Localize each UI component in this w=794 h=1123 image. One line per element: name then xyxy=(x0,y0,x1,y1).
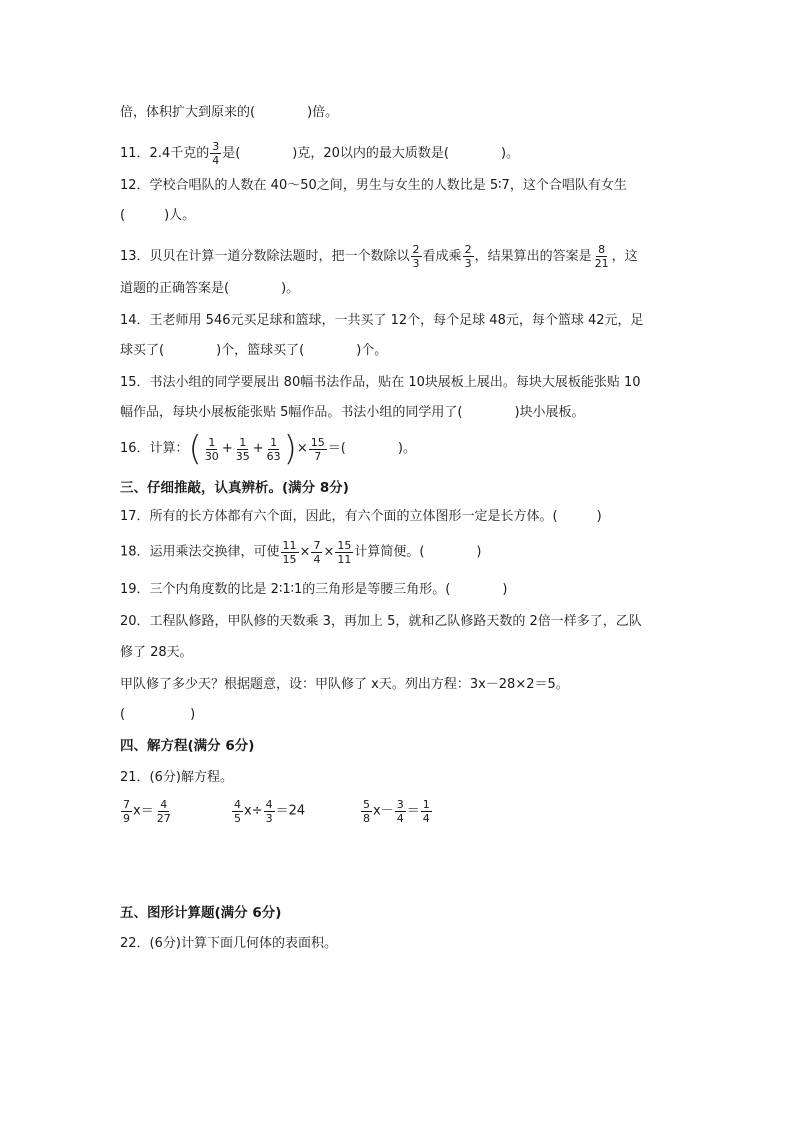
eq2-mid: x÷ xyxy=(244,803,263,819)
q16-label: 16．计算： xyxy=(120,441,189,456)
eq3-frac-2-num: 3 xyxy=(396,798,404,811)
eq3-frac-3-den: 4 xyxy=(422,812,430,825)
q16-plus-2: + xyxy=(252,441,264,456)
q20-text-3: 甲队修了多少天？根据题意，设：甲队修了 x天。列出方程：3x－28×2＝5。 xyxy=(120,677,569,692)
q13-frac-1-den: 3 xyxy=(412,257,420,270)
q16-line xyxy=(120,429,416,469)
q13-text-b: 看成乘 xyxy=(422,249,462,264)
eq1-frac-2-den: 27 xyxy=(156,812,171,825)
q11-line xyxy=(120,140,519,167)
q16-frac-1 xyxy=(203,436,221,463)
eq1-frac-2 xyxy=(155,798,173,825)
q18-line xyxy=(120,539,482,566)
q11-fraction xyxy=(210,140,221,167)
q10-line xyxy=(120,104,338,122)
eq1-frac-2-num: 4 xyxy=(160,798,168,811)
q15-line1 xyxy=(120,374,641,392)
q13-line2 xyxy=(120,280,299,298)
eq3-mid: x－ xyxy=(373,803,394,819)
q11-text-a: 11．2.4千克的 xyxy=(120,146,210,161)
q18-frac-2-num: 7 xyxy=(313,539,321,552)
eq2-frac-2 xyxy=(264,798,275,825)
section4-heading xyxy=(120,737,254,755)
section3-heading xyxy=(120,479,349,497)
q11-frac-den: 4 xyxy=(212,154,220,167)
q12-text-1: 12．学校合唱队的人数在 40～50之间，男生与女生的人数比是 5∶7，这个合唱队有女生 xyxy=(120,178,627,193)
q19-line xyxy=(120,581,507,599)
q18-frac-3-num: 15 xyxy=(337,539,352,552)
q10-text: 倍，体积扩大到原来的( )倍。 xyxy=(120,105,339,120)
q16-frac-4 xyxy=(309,436,327,463)
q16-frac-1-num: 1 xyxy=(208,435,216,449)
q16-frac-2-den: 35 xyxy=(235,449,250,463)
q13-frac-3 xyxy=(593,243,611,270)
q16-left-paren: ( xyxy=(188,429,202,469)
q15-text-2: 幅作品，每块小展板能张贴 5幅作品。书法小组的同学用了( )块小展板。 xyxy=(120,405,585,420)
q11-frac-num: 3 xyxy=(212,140,220,153)
q11-text-b: 是( )克，20以内的最大质数是( )。 xyxy=(222,146,520,161)
eq3-frac-3 xyxy=(421,798,432,825)
q18-text-b: 计算简便。( ) xyxy=(354,544,482,560)
eq3-frac-2-den: 4 xyxy=(396,812,404,825)
section3-title: 三、仔细推敲，认真辨析。(满分 8分) xyxy=(120,480,349,496)
q21-equation-3 xyxy=(360,798,433,825)
q20-answer-blank: ( ) xyxy=(120,707,196,722)
q16-frac-3-num: 1 xyxy=(270,435,278,449)
q14-line2 xyxy=(120,342,387,360)
eq1-frac-1 xyxy=(121,798,132,825)
q13-frac-1 xyxy=(411,243,422,270)
q18-frac-2-den: 4 xyxy=(313,553,321,566)
q16-frac-3-den: 63 xyxy=(266,449,281,463)
q15-line2 xyxy=(120,404,585,422)
q13-text-2: 道题的正确答案是( )。 xyxy=(120,281,300,296)
q13-frac-2 xyxy=(463,243,474,270)
q18-frac-1-den: 15 xyxy=(282,553,297,566)
q18-frac-3 xyxy=(335,539,353,566)
q16-tail: ＝( )。 xyxy=(327,441,416,456)
q21-equation-2 xyxy=(231,798,305,825)
q18-frac-2 xyxy=(311,539,322,566)
q20-line4 xyxy=(120,706,195,724)
section4-title: 四、解方程(满分 6分) xyxy=(120,738,255,754)
q20-text-2: 修了 28天。 xyxy=(120,645,193,660)
q21-line xyxy=(120,769,233,787)
eq2-frac-2-den: 3 xyxy=(265,812,273,825)
q14-text-1: 14．王老师用 546元买足球和篮球，一共买了 12个，每个足球 48元，每个篮球 42元，足 xyxy=(120,313,644,328)
q20-line3 xyxy=(120,676,569,694)
q16-frac-3 xyxy=(265,436,283,463)
q17-line xyxy=(120,508,602,526)
eq3-frac-1-den: 8 xyxy=(363,812,370,825)
eq3-frac-2 xyxy=(395,798,406,825)
q21-equation-1 xyxy=(120,798,174,825)
eq3-frac-1-num: 5 xyxy=(363,798,370,811)
q19-text: 19．三个内角度数的比是 2∶1∶1的三角形是等腰三角形。( ) xyxy=(120,582,508,597)
q16-plus-1: + xyxy=(221,441,233,456)
q20-line1 xyxy=(120,613,642,631)
q16-frac-4-den: 7 xyxy=(314,449,322,463)
eq2-frac-1-den: 5 xyxy=(234,812,241,825)
q18-frac-1-num: 11 xyxy=(282,539,297,552)
q13-text-a: 13．贝贝在计算一道分数除法题时，把一个数除以 xyxy=(120,249,410,264)
q13-text-c: ，结果算出的答案是 xyxy=(474,249,592,264)
q22-line xyxy=(120,935,337,953)
q20-text-1: 20．工程队修路，甲队修的天数乘 3，再加上 5，就和乙队修路天数的 2倍一样多了，乙队 xyxy=(120,614,642,629)
q16-right-paren: ) xyxy=(283,429,297,469)
q20-line2 xyxy=(120,644,193,662)
section5-heading xyxy=(120,904,281,922)
eq2-frac-1-num: 4 xyxy=(234,798,241,811)
q12-line2 xyxy=(120,207,195,225)
eq2-tail: ＝24 xyxy=(275,803,306,819)
q16-frac-2 xyxy=(234,436,252,463)
q13-frac-3-num: 8 xyxy=(598,243,606,256)
eq1-frac-1-den: 9 xyxy=(123,812,130,825)
q13-frac-2-den: 3 xyxy=(464,257,472,270)
q15-text-1: 15．书法小组的同学要展出 80幅书法作品，贴在 10块展板上展出。每块大展板能张贴 10 xyxy=(120,375,641,390)
q18-frac-3-den: 11 xyxy=(337,553,352,566)
section5-title: 五、图形计算题(满分 6分) xyxy=(120,905,282,921)
q18-text-a: 18．运用乘法交换律，可使 xyxy=(120,544,280,560)
q17-text: 17．所有的长方体都有六个面，因此，有六个面的立体图形一定是长方体。( ) xyxy=(120,509,602,524)
q18-times-2: × xyxy=(323,544,335,560)
q13-frac-2-num: 2 xyxy=(464,243,472,256)
q12-text-2: ( )人。 xyxy=(120,208,196,223)
q13-frac-1-num: 2 xyxy=(412,243,420,256)
q16-frac-4-num: 15 xyxy=(310,435,325,449)
eq3-equals: ＝ xyxy=(406,803,420,819)
q22-text: 22．(6分)计算下面几何体的表面积。 xyxy=(120,936,337,951)
q14-line1 xyxy=(120,312,644,330)
eq2-frac-2-num: 4 xyxy=(265,798,273,811)
q16-times: × xyxy=(296,441,308,456)
eq1-frac-1-num: 7 xyxy=(123,798,130,811)
eq3-frac-1 xyxy=(361,798,372,825)
q16-frac-2-num: 1 xyxy=(239,435,247,449)
q13-line1 xyxy=(120,243,638,270)
q13-frac-3-den: 21 xyxy=(594,257,609,270)
q16-frac-1-den: 30 xyxy=(204,449,219,463)
q18-times-1: × xyxy=(299,544,311,560)
q21-text: 21．(6分)解方程。 xyxy=(120,770,233,785)
eq2-frac-1 xyxy=(232,798,243,825)
eq1-mid: x＝ xyxy=(133,803,154,819)
q16-bracket-expression xyxy=(188,429,297,469)
q14-text-2: 球买了( )个，篮球买了( )个。 xyxy=(120,343,388,358)
q12-line1 xyxy=(120,177,627,195)
q18-frac-1 xyxy=(281,539,299,566)
eq3-frac-3-num: 1 xyxy=(422,798,430,811)
q13-text-d: ，这 xyxy=(611,249,638,264)
